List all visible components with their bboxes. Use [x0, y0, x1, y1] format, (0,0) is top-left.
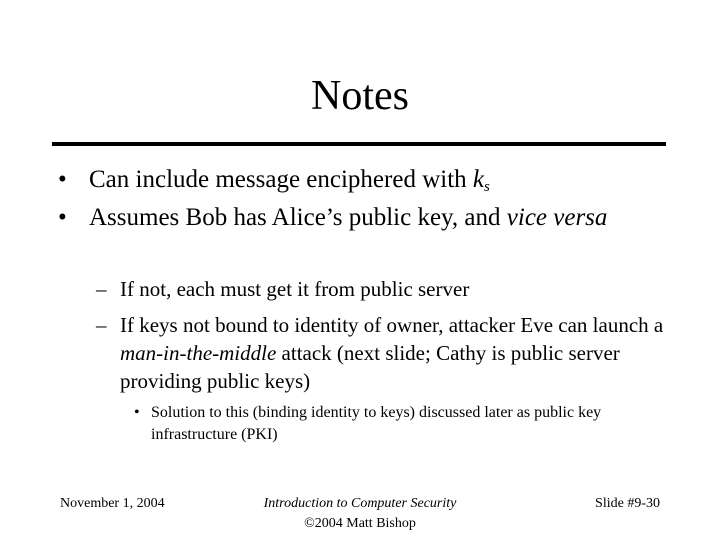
- sub-sub-bullet-marker: •: [134, 404, 140, 421]
- title-divider: [52, 142, 666, 146]
- sub-bullet-text-run: attack (next slide; Cathy is public server providing public keys): [120, 341, 620, 393]
- sub-bullet-item: [96, 311, 666, 395]
- bullet-text: [89, 162, 658, 197]
- sub-bullet-text-italic: man-in-the-middle: [120, 341, 277, 365]
- bullet-math-k: k: [472, 166, 485, 193]
- bullet-text-italic: vice versa: [506, 204, 608, 231]
- sub-bullet-marker: –: [96, 277, 107, 301]
- sub-bullet-text-run: If keys not bound to identity of owner, attacker Eve can launch a: [120, 313, 664, 337]
- bullet-marker: •: [58, 166, 67, 193]
- footer-course-text: Introduction to Computer Security: [263, 496, 457, 511]
- sub-sub-bullet-item: [134, 402, 654, 446]
- bullet-item: [58, 162, 658, 197]
- bullet-marker: •: [58, 204, 67, 231]
- sub-bullet-item: [96, 275, 666, 303]
- sub-sub-bullet-text: [151, 402, 654, 446]
- bullet-text: [89, 200, 658, 235]
- bullet-text-run: Assumes Bob has Alice’s public key, and: [89, 204, 507, 231]
- sub-bullet-text-run: If not, each must get it from public server: [120, 277, 470, 301]
- footer-copyright: ©2004 Matt Bishop: [304, 516, 416, 531]
- subscript-s: s: [484, 179, 490, 195]
- footer-date: November 1, 2004: [60, 496, 165, 511]
- sub-bullet-text: [120, 275, 666, 303]
- footer-course-title: [210, 494, 510, 514]
- footer-slide-number: Slide #9-30: [595, 496, 660, 511]
- slide-title: Notes: [311, 73, 409, 119]
- bullet-math-subscript: [484, 179, 490, 195]
- bullet-item: [58, 200, 658, 235]
- sub-bullet-marker: –: [96, 313, 107, 337]
- footer-course: [210, 494, 510, 534]
- bullet-text-run: Can include message enciphered with: [89, 166, 473, 193]
- sub-bullet-text: [120, 311, 666, 395]
- sub-sub-bullet-text-run: Solution to this (binding identity to keys) discussed later as public key infrastructure (PKI): [151, 404, 602, 443]
